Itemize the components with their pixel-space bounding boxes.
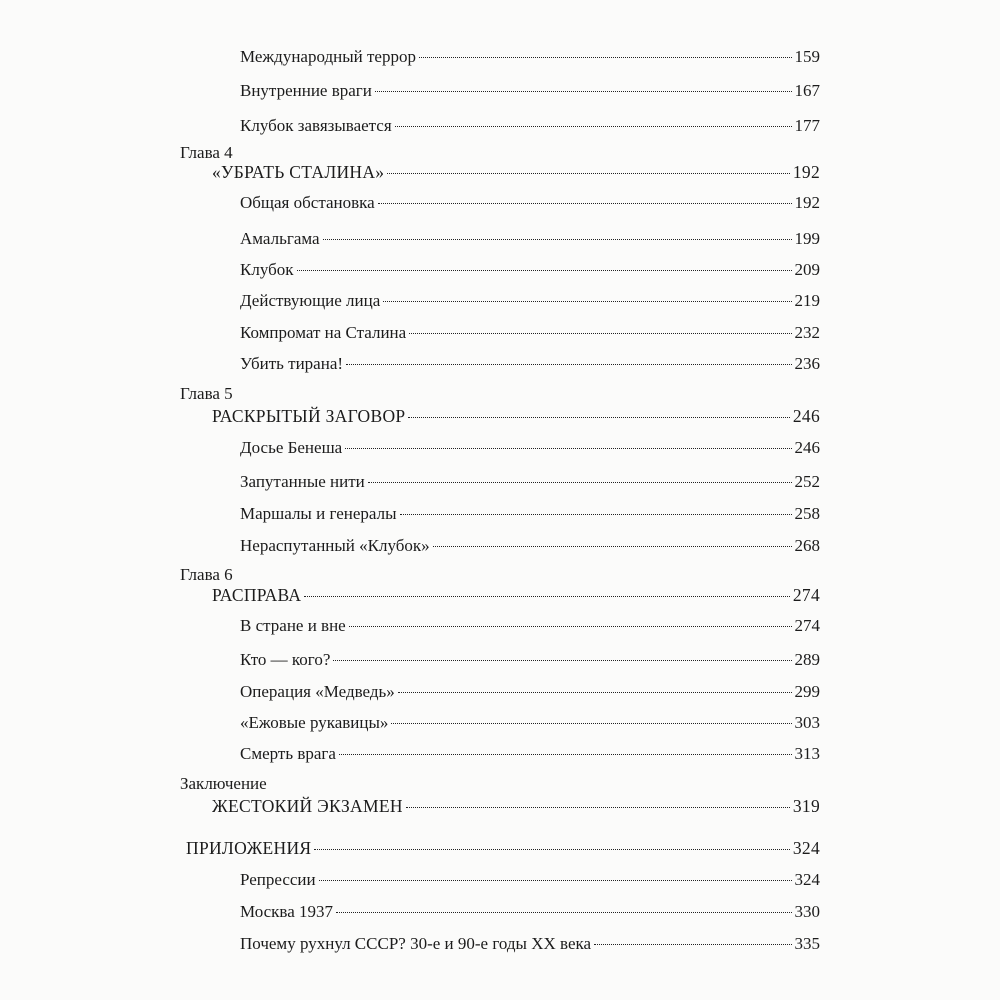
chapter-label: Глава 4	[180, 143, 233, 162]
entry-page: 303	[794, 713, 820, 732]
chapter-title-entry	[212, 162, 820, 182]
entry-page: 159	[794, 47, 820, 66]
entry-page: 335	[794, 934, 820, 953]
entry-page: 246	[794, 438, 820, 457]
entry-page: 232	[794, 323, 820, 342]
entry-title: Клубок завязывается	[240, 116, 392, 135]
chapter-title: ЖЕСТОКИЙ ЭКЗАМЕН	[212, 796, 403, 816]
toc-entry	[240, 472, 820, 492]
entry-page: 274	[792, 585, 820, 605]
entry-title: Убить тирана!	[240, 354, 344, 373]
toc-entry	[240, 323, 820, 343]
chapter-label: Глава 5	[180, 384, 233, 403]
entry-title: Москва 1937	[240, 902, 334, 921]
toc-entry	[240, 193, 820, 213]
entry-title: Действующие лица	[240, 291, 381, 310]
entry-title: Нераспутанный «Клубок»	[240, 536, 430, 555]
dot-leader	[433, 546, 792, 547]
entry-title: Досье Бенеша	[240, 438, 343, 457]
conclusion-label: Заключение	[180, 774, 267, 793]
toc-entry	[240, 536, 820, 556]
appendix-title-entry	[186, 838, 820, 858]
toc-entry	[240, 291, 820, 311]
entry-page: 274	[794, 616, 820, 635]
entry-page: 299	[794, 682, 820, 701]
toc-entry	[240, 354, 820, 374]
entry-title: Клубок	[240, 260, 294, 279]
entry-page: 236	[794, 354, 820, 373]
toc-entry	[240, 934, 820, 954]
entry-page: 330	[794, 902, 820, 921]
dot-leader	[346, 364, 791, 365]
dot-leader	[391, 723, 791, 724]
entry-page: 192	[792, 162, 820, 182]
dot-leader	[368, 482, 792, 483]
entry-page: 219	[794, 291, 820, 310]
entry-page: 209	[794, 260, 820, 279]
toc-entry	[240, 713, 820, 733]
toc-entry	[240, 870, 820, 890]
dot-leader	[419, 57, 792, 58]
entry-title: Репрессии	[240, 870, 316, 889]
entry-title: В стране и вне	[240, 616, 346, 635]
entry-title: Запутанные нити	[240, 472, 365, 491]
toc-entry	[240, 81, 820, 101]
entry-page: 246	[792, 406, 820, 426]
dot-leader	[387, 173, 789, 174]
chapter-title-entry	[212, 406, 820, 426]
entry-page: 313	[794, 744, 820, 763]
dot-leader	[319, 880, 792, 881]
dot-leader	[383, 301, 791, 302]
entry-title: Общая обстановка	[240, 193, 375, 212]
entry-title: Компромат на Сталина	[240, 323, 407, 342]
dot-leader	[304, 596, 790, 597]
entry-title: Кто — кого?	[240, 650, 331, 669]
entry-page: 199	[794, 229, 820, 248]
entry-page: 177	[794, 116, 820, 135]
dot-leader	[400, 514, 792, 515]
dot-leader	[378, 203, 792, 204]
entry-title: Международный террор	[240, 47, 416, 66]
entry-title: «Ежовые рукавицы»	[240, 713, 389, 732]
toc-entry	[240, 116, 820, 136]
entry-page: 252	[794, 472, 820, 491]
toc-entry	[240, 438, 820, 458]
dot-leader	[297, 270, 792, 271]
toc-entry	[240, 260, 820, 280]
dot-leader	[395, 126, 792, 127]
conclusion-title-entry	[212, 796, 820, 816]
entry-page: 319	[792, 796, 820, 816]
toc-entry	[240, 744, 820, 764]
dot-leader	[323, 239, 792, 240]
dot-leader	[349, 626, 792, 627]
dot-leader	[333, 660, 791, 661]
chapter-title: «УБРАТЬ СТАЛИНА»	[212, 162, 385, 182]
entry-title: Смерть врага	[240, 744, 336, 763]
toc-entry	[240, 902, 820, 922]
chapter-label: Глава 6	[180, 565, 233, 584]
entry-title: Амальгама	[240, 229, 320, 248]
dot-leader	[314, 849, 789, 850]
toc-entry	[240, 229, 820, 249]
toc-entry	[240, 504, 820, 524]
dot-leader	[345, 448, 791, 449]
entry-page: 289	[794, 650, 820, 669]
dot-leader	[406, 807, 790, 808]
entry-title: Маршалы и генералы	[240, 504, 397, 523]
dot-leader	[398, 692, 792, 693]
chapter-title: РАСКРЫТЫЙ ЗАГОВОР	[212, 406, 406, 426]
dot-leader	[408, 417, 789, 418]
entry-page: 167	[794, 81, 820, 100]
entry-title: Почему рухнул СССР? 30-е и 90-е годы XX века	[240, 934, 592, 953]
chapter-title: ПРИЛОЖЕНИЯ	[186, 838, 312, 858]
dot-leader	[594, 944, 791, 945]
entry-page: 324	[794, 870, 820, 889]
entry-page: 268	[794, 536, 820, 555]
dot-leader	[339, 754, 792, 755]
dot-leader	[409, 333, 791, 334]
toc-entry	[240, 650, 820, 670]
chapter-title: РАСПРАВА	[212, 585, 302, 605]
dot-leader	[375, 91, 792, 92]
entry-page: 258	[794, 504, 820, 523]
dot-leader	[336, 912, 791, 913]
chapter-title-entry	[212, 585, 820, 605]
entry-title: Операция «Медведь»	[240, 682, 395, 701]
toc-entry	[240, 682, 820, 702]
toc-entry	[240, 616, 820, 636]
entry-page: 324	[792, 838, 820, 858]
toc-entry	[240, 47, 820, 67]
entry-title: Внутренние враги	[240, 81, 372, 100]
entry-page: 192	[794, 193, 820, 212]
